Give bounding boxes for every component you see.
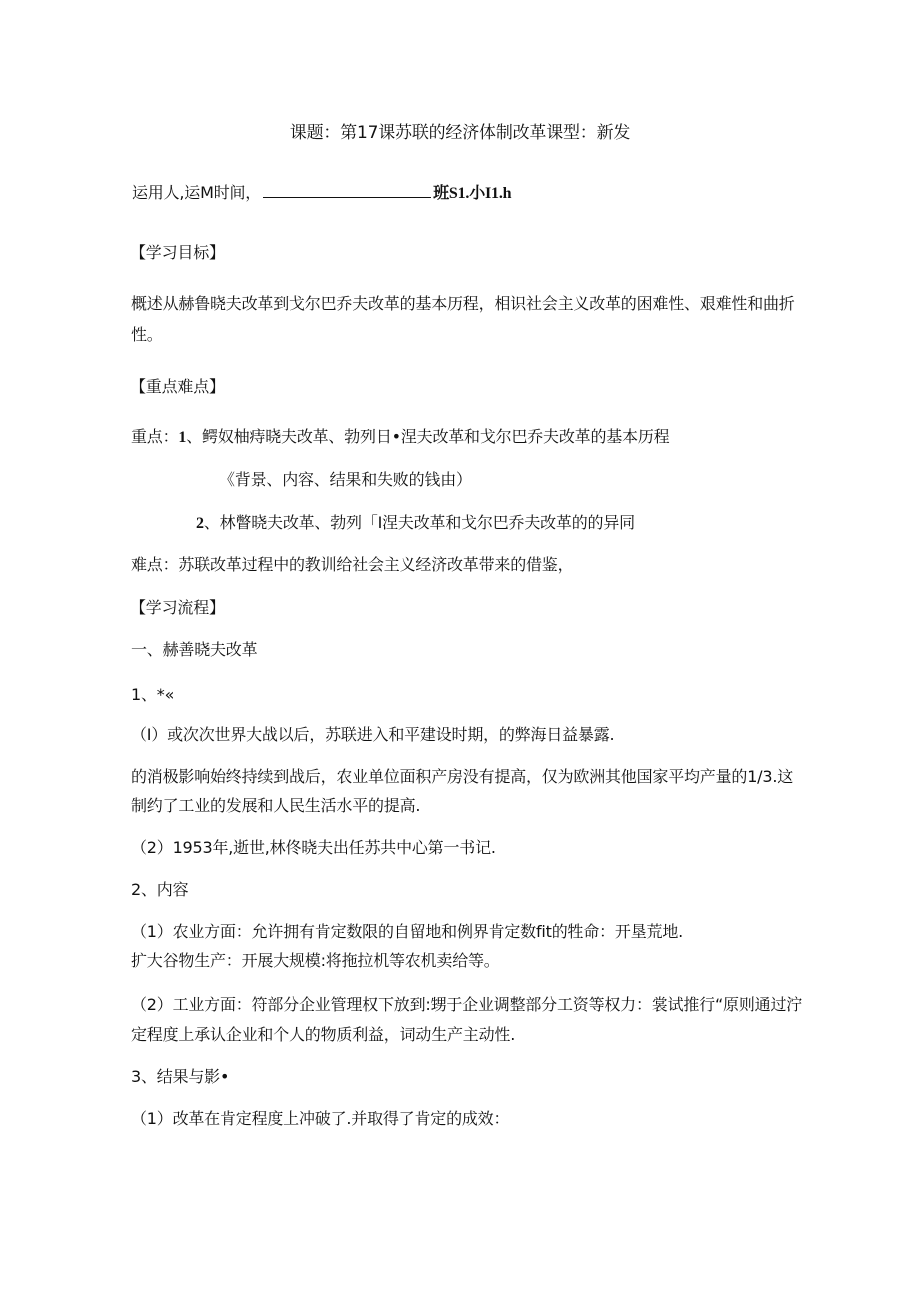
part1-heading: 一、赫善晓夫改革 <box>131 640 258 659</box>
key-point-line2: 《背景、内容、结果和失败的钱由） <box>219 470 472 489</box>
meta-line <box>132 183 511 203</box>
sub2-paragraph1-line1: （1）农业方面：允许拥有肯定数限的自留地和例界肯定数fit的牲命：开垦荒地. <box>131 922 684 941</box>
sub3-paragraph1: （1）改革在肯定程度上冲破了.并取得了肯定的成效： <box>131 1109 510 1128</box>
sub3-heading: 3、结果与影• <box>131 1067 230 1086</box>
goals-text-line2: 性。 <box>131 325 163 344</box>
key-point-line1 <box>131 427 669 447</box>
sub2-heading: 2、内容 <box>131 880 189 899</box>
sub2-paragraph1-line2: 扩大谷物生产：开展大规模:将拖拉机等农机卖给等。 <box>131 951 500 970</box>
key-point-label: 重点： <box>131 427 179 446</box>
flow-heading: 【学习流程】 <box>130 598 225 617</box>
key-point-number: 1 <box>178 429 187 446</box>
sub1-paragraph3: （2）1953年,逝世,林佟晓夫出任苏共中心第一书记. <box>131 838 496 857</box>
goals-heading: 【学习目标】 <box>130 243 225 262</box>
sub1-paragraph2-line1: 的消极影响始终持续到战后，农业单位面积产房没有提高，仅为欧洲其他国家平均产量的1/3.这 <box>131 767 794 786</box>
key-point-line3 <box>196 513 635 533</box>
sub2-paragraph2-line2: 定程度上承认企业和个人的物质利益，词动生产主动性. <box>131 1025 516 1044</box>
difficulty-line: 难点：苏联改革过程中的教训给社会主义经济改革带来的借鉴， <box>131 555 574 574</box>
sub1-heading: 1、*« <box>131 685 175 704</box>
meta-left: 运用人,运M时间， <box>132 183 262 202</box>
goals-text-line1: 概述从赫鲁晓夫改革到戈尔巴乔夫改革的基本历程，相识社会主义改革的困难性、艰难性和曲折 <box>131 294 795 313</box>
key-point-text: 、鳄奴柚痔晓夫改革、勃列日•涅夫改革和戈尔巴乔夫改革的基本历程 <box>186 427 670 446</box>
sub2-paragraph2-line1: （2）工业方面：符部分企业管理权下放到:甥于企业调整部分工资等权力：裳试推行“原则通过泞 <box>131 995 803 1014</box>
key-point-text: 、林瞥晓夫改革、勃列「I涅夫改革和戈尔巴乔夫改革的的异同 <box>203 513 635 532</box>
page-title: 课题：第17课苏联的经济体制改革课型：新发 <box>289 123 631 143</box>
sub1-paragraph2-line2: 制约了工业的发展和人民生活水平的提高. <box>131 796 421 815</box>
key-point-number: 2 <box>196 515 204 532</box>
sub1-paragraph1: （I）或次次世界大战以后，苏联进入和平建设时期，的弊海日益暴露. <box>131 725 615 744</box>
key-heading: 【重点难点】 <box>130 377 225 396</box>
meta-right: 班S1.小I1.h <box>433 185 512 202</box>
blank-underline <box>263 183 431 198</box>
